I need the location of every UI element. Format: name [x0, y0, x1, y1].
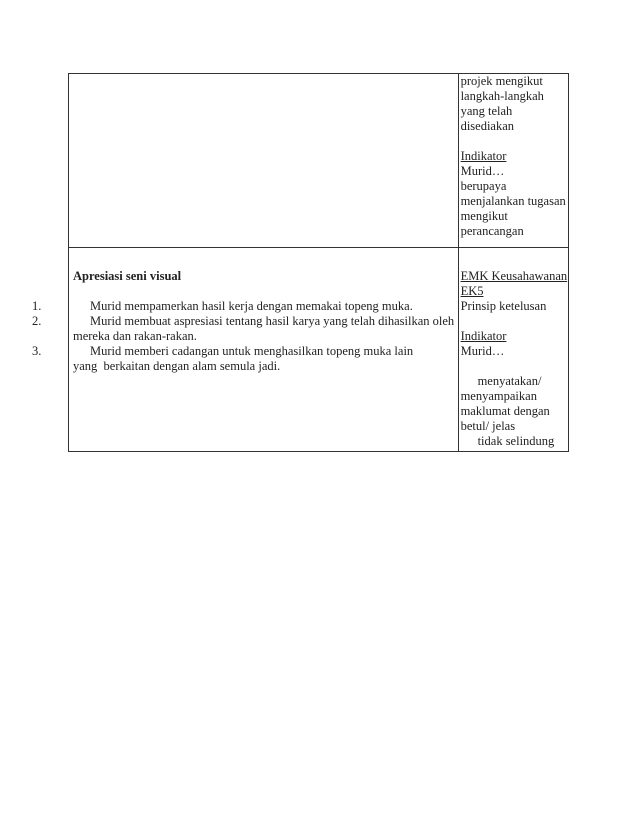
indicator-line: mengikut: [460, 209, 508, 223]
indicator-line: menyatakan/: [477, 374, 542, 388]
list-item-text: yang berkaitan dengan alam semula jadi.: [73, 359, 281, 373]
indicator-line: maklumat dengan: [460, 404, 550, 418]
list-item: [32, 299, 458, 314]
list-item-continuation: [73, 329, 458, 344]
emk-principle: Prinsip ketelusan: [460, 299, 547, 313]
indicator-label: Indikator: [460, 329, 507, 343]
list-number: 2.: [32, 314, 42, 328]
notes-cell: [458, 248, 568, 452]
indicator-line: berupaya: [460, 179, 507, 193]
indicator-line: Murid…: [460, 164, 505, 178]
emk-code: EK5: [460, 284, 484, 298]
indicator-line: perancangan: [460, 224, 524, 238]
notes-line: langkah-langkah: [460, 89, 544, 103]
activity-cell: [32, 248, 459, 452]
indicator-line: menyampaikan: [460, 389, 537, 403]
notes-line: disediakan: [460, 119, 515, 133]
list-item: [32, 344, 458, 359]
indicator-label: Indikator: [460, 149, 507, 163]
list-number: 1.: [32, 299, 42, 313]
notes-line: yang telah: [460, 104, 513, 118]
emk-title: EMK Keusahawanan: [460, 269, 568, 283]
notes-cell: [458, 74, 568, 248]
table-row: [69, 248, 569, 452]
table-row: [69, 74, 569, 248]
list-item-text: Murid memberi cadangan untuk menghasilkan topeng muka lain: [90, 344, 414, 358]
indicator-line: betul/ jelas: [460, 419, 516, 433]
lesson-plan-table: [32, 73, 569, 452]
notes-line: projek mengikut: [460, 74, 543, 88]
indicator-line: tidak selindung: [477, 434, 555, 448]
indicator-line: menjalankan tugasan: [460, 194, 566, 208]
indicator-intro: Murid…: [460, 344, 505, 358]
list-item-continuation: [73, 359, 458, 374]
list-number: 3.: [32, 344, 42, 358]
list-item-text: Murid mempamerkan hasil kerja dengan memakai topeng muka.: [90, 299, 413, 313]
activity-cell-empty: [69, 74, 459, 248]
list-item-text: mereka dan rakan-rakan.: [73, 329, 197, 343]
list-item: [32, 314, 458, 329]
list-item-text: Murid membuat aspresiasi tentang hasil karya yang telah dihasilkan oleh: [90, 314, 455, 328]
activity-heading: Apresiasi seni visual: [73, 269, 182, 283]
